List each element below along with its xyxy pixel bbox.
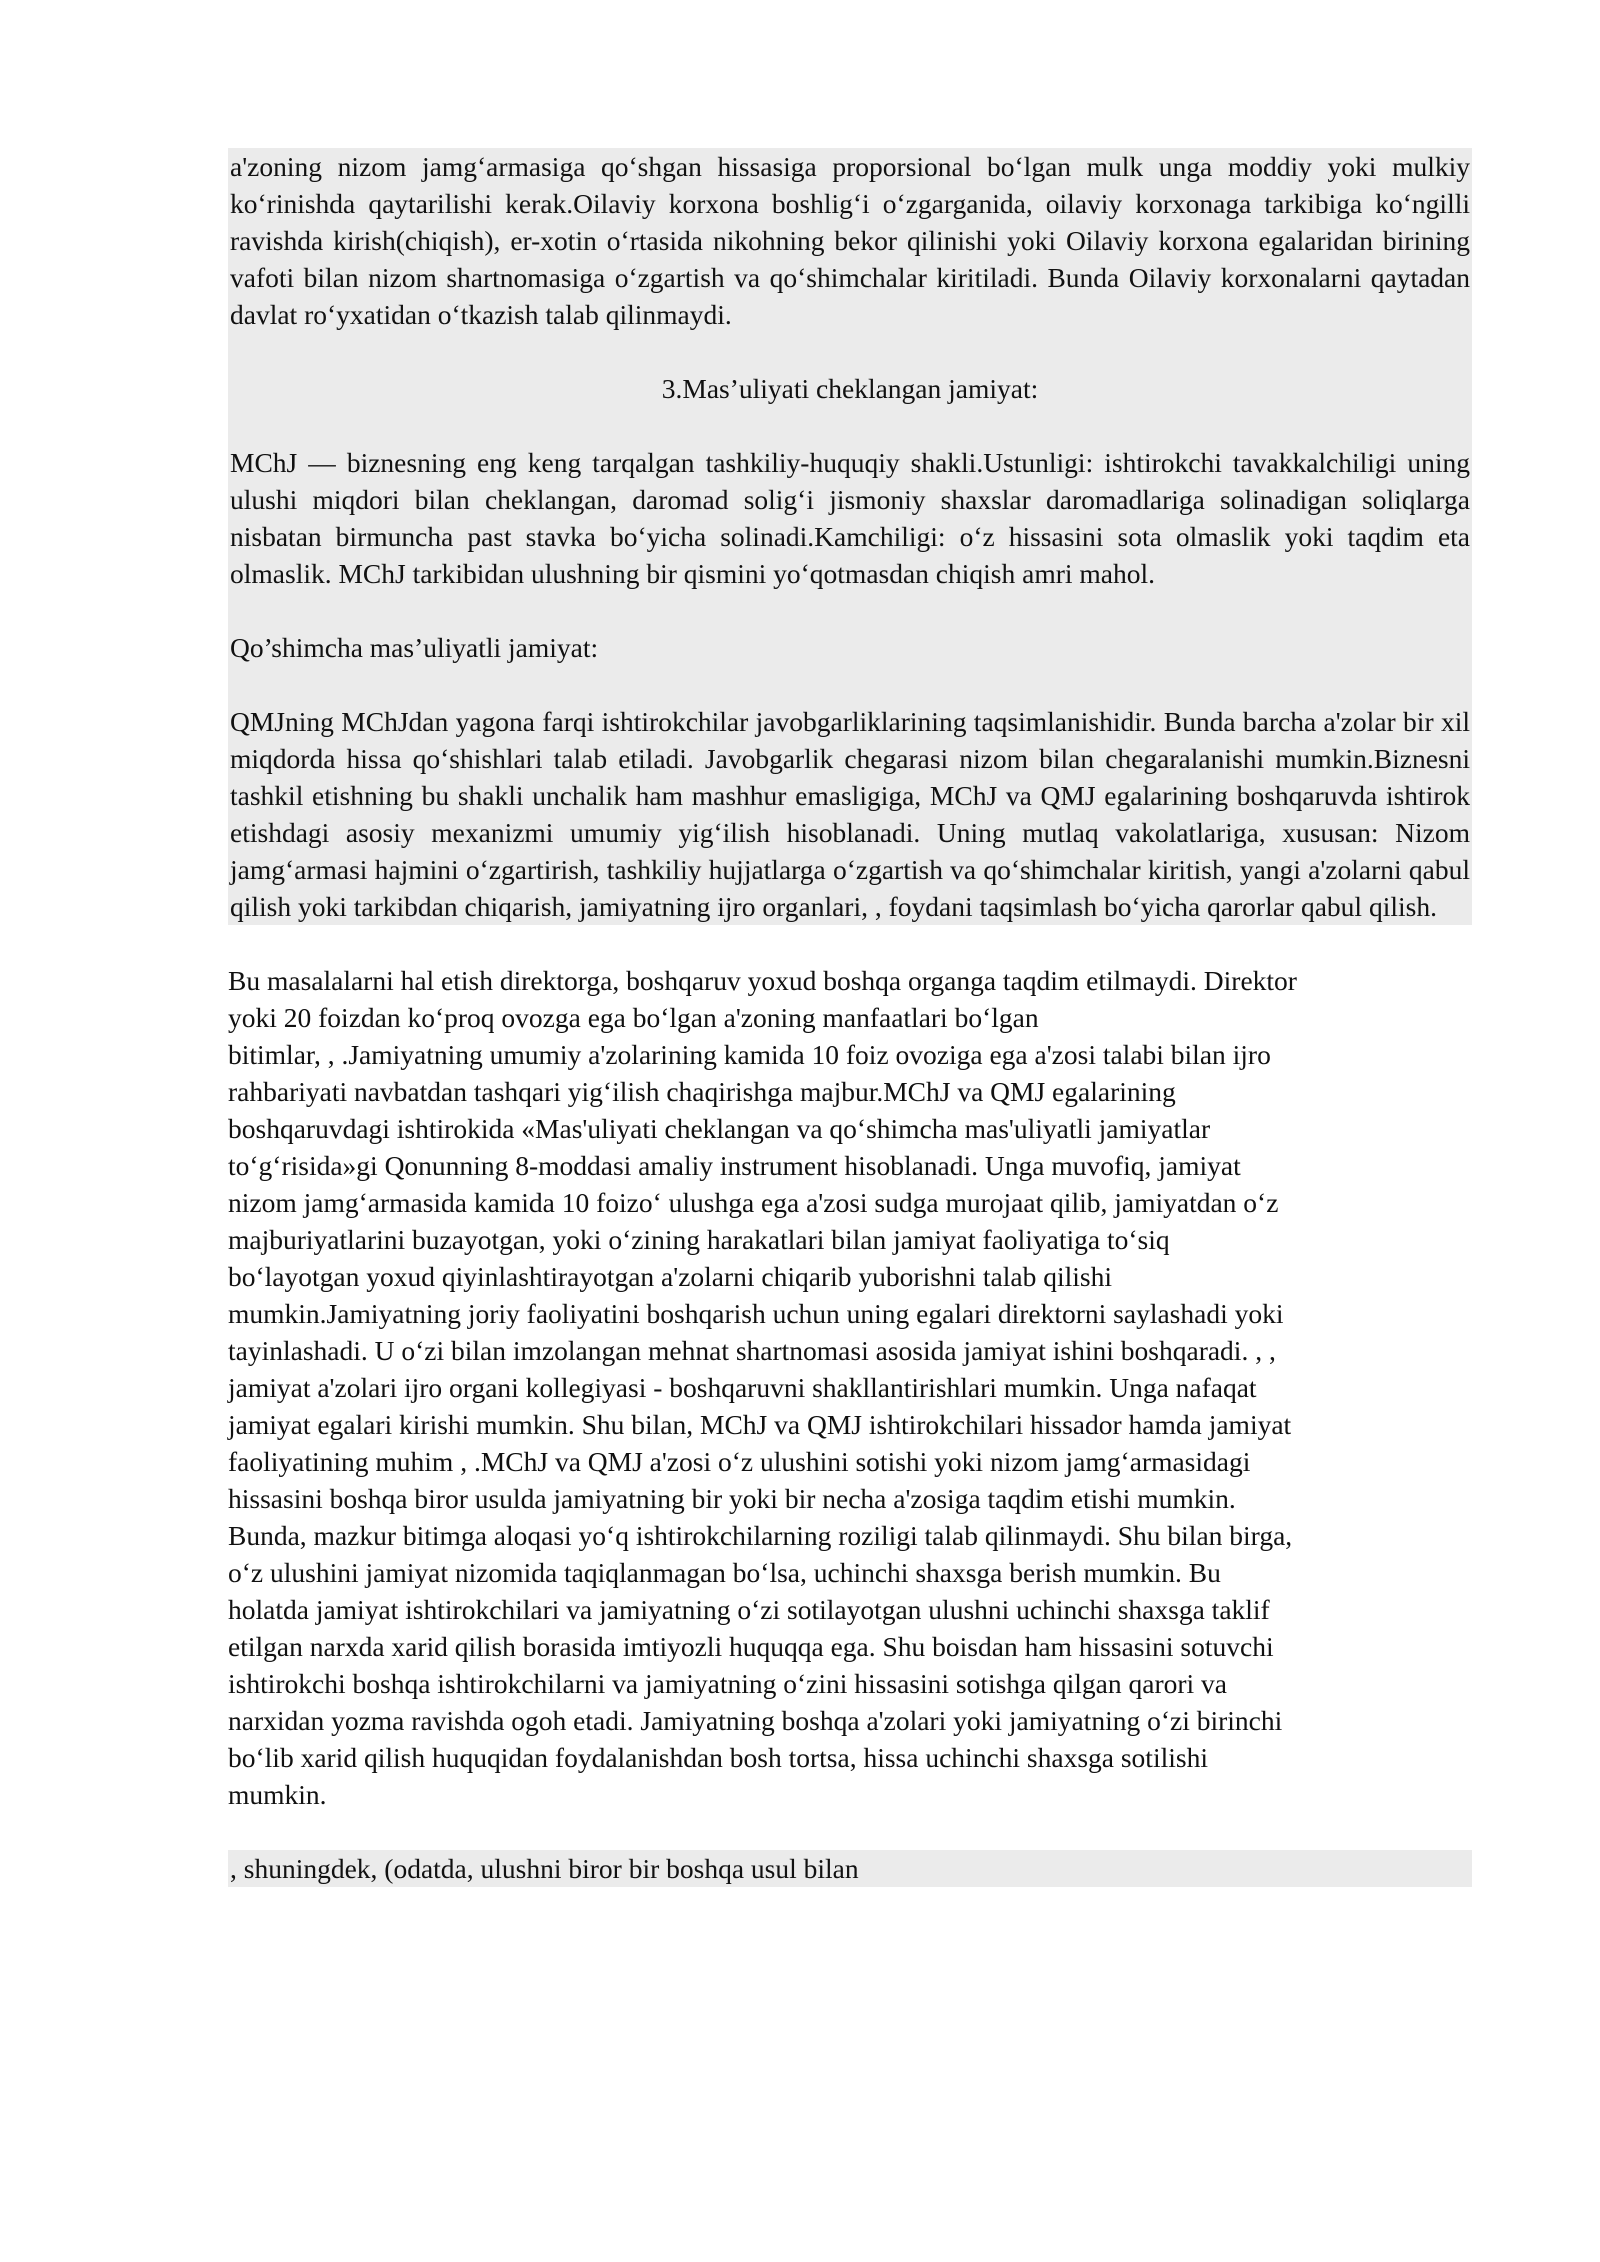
text-line: boshqaruvdagi ishtirokida «Mas'uliyati cheklangan va qo‘shimcha mas'uliyatli jamiyatlar: [228, 1113, 1211, 1144]
shaded-section-top: [228, 148, 1472, 925]
text-line: Bunda, mazkur bitimga aloqasi yo‘q ishtirokchilarning roziligi talab qilinmaydi. Shu bilan birga,: [228, 1520, 1293, 1551]
text-line: majburiyatlarini buzayotgan, yoki o‘zining harakatlari bilan jamiyat faoliyatiga to‘siq: [228, 1224, 1170, 1255]
text-line: mumkin.Jamiyatning joriy faoliyatini boshqarish uchun uning egalari direktorni saylashadi yoki: [228, 1298, 1284, 1329]
text-line: mumkin.: [228, 1779, 327, 1810]
text-line: nizom jamg‘armasida kamida 10 foizo‘ ulushga ega a'zosi sudga murojaat qilib, jamiyatdan o‘z: [228, 1187, 1279, 1218]
document-body: [228, 148, 1472, 1887]
text-line: rahbariyati navbatdan tashqari yig‘ilish chaqirishga majbur.MChJ va QMJ egalarining: [228, 1076, 1176, 1107]
section-heading-additional-liability: Qo’shimcha mas’uliyatli jamiyat:: [230, 632, 599, 663]
text-line: holatda jamiyat ishtirokchilari va jamiyatning o‘zi sotilayotgan ulushni uchinchi shaxsga taklif: [228, 1594, 1270, 1625]
blank-line: [228, 1813, 1472, 1850]
blank-line: [230, 592, 1470, 629]
shaded-section-bottom: [228, 1850, 1472, 1887]
text-line: faoliyatining muhim , .MChJ va QMJ a'zosi o‘z ulushini sotishi yoki nizom jamg‘armasidagi: [228, 1446, 1251, 1477]
text-line: Bu masalalarni hal etish direktorga, boshqaruv yoxud boshqa organga taqdim etilmaydi. Direktor: [228, 965, 1297, 996]
paragraph-management: [228, 962, 1472, 1813]
paragraph-additional-liability: QMJning MChJdan yagona farqi ishtirokchilar javobgarliklarining taqsimlanishidir. Bunda barcha a'zolar bir xil miqdorda hissa qo‘shishlari talab etiladi. Javobgarlik chegarasi nizom bilan chegaralanishi mumkin.Biznesni tashkil etishning bu shakli unchalik ham mashhur emasligiga, MChJ va QMJ egalarining boshqaruvda ishtirok etishdagi asosiy mexanizmi umumiy yig‘ilish hisoblanadi. Uning mutlaq vakolatlariga, xususan: Nizom jamg‘armasi hajmini o‘zgartirish, tashkiliy hujjatlarga o‘zgartish va qo‘shimchalar kiritish, yangi a'zolarni qabul qilish yoki tarkibdan chiqarish, jamiyatning ijro organlari, , foydani taqsimlash bo‘yicha qarorlar qabul qilish.: [230, 706, 1470, 922]
section-heading-llc: 3.Mas’uliyati cheklangan jamiyat:: [661, 373, 1039, 404]
text-line: etilgan narxda xarid qilish borasida imtiyozli huquqqa ega. Shu boisdan ham hissasini sotuvchi: [228, 1631, 1274, 1662]
text-line: bo‘lib xarid qilish huquqidan foydalanishdan bosh tortsa, hissa uchinchi shaxsga sotilishi: [228, 1742, 1208, 1773]
blank-line: [230, 333, 1470, 370]
blank-line: [228, 925, 1472, 962]
text-line: bo‘layotgan yoxud qiyinlashtirayotgan a'zolarni chiqarib yuborishni talab qilishi: [228, 1261, 1113, 1292]
paragraph-llc: MChJ — biznesning eng keng tarqalgan tashkiliy-huquqiy shakli.Ustunligi: ishtirokchi tavakkalchiligi uning ulushi miqdori bilan cheklangan, daromad solig‘i jismoniy shaxslar daromadlariga solinadigan soliqlarga nisbatan birmuncha past stavka bo‘yicha solinadi.Kamchiligi: o‘z hissasini sota olmaslik yoki taqdim eta olmaslik. MChJ tarkibidan ulushning bir qismini yo‘qotmasdan chiqish amri mahol.: [230, 447, 1470, 589]
text-line: to‘g‘risida»gi Qonunning 8-moddasi amaliy instrument hisoblanadi. Unga muvofiq, jamiyat: [228, 1150, 1241, 1181]
blank-line: [230, 407, 1470, 444]
paragraph-family-enterprise: a'zoning nizom jamg‘armasiga qo‘shgan hissasiga proporsional bo‘lgan mulk unga moddiy yoki mulkiy ko‘rinishda qaytarilishi kerak.Oilaviy korxona boshlig‘i o‘zgarganida, oilaviy korxonaga tarkibiga ko‘ngilli ravishda kirish(chiqish), er-xotin o‘rtasida nikohning bekor qilinishi yoki Oilaviy korxona egalaridan birining vafoti bilan nizom shartnomasiga o‘zgartish va qo‘shimchalar kiritiladi. Bunda Oilaviy korxonalarni qaytadan davlat ro‘yxatidan o‘tkazish talab qilinmaydi.: [230, 151, 1470, 330]
text-line: yoki 20 foizdan ko‘proq ovozga ega bo‘lgan a'zoning manfaatlari bo‘lgan: [228, 1002, 1039, 1033]
text-line: jamiyat a'zolari ijro organi kollegiyasi - boshqaruvni shakllantirishlari mumkin. Unga nafaqat: [228, 1372, 1257, 1403]
text-line: tayinlashadi. U o‘zi bilan imzolangan mehnat shartnomasi asosida jamiyat ishini boshqaradi. , ,: [228, 1335, 1276, 1366]
blank-line: [230, 666, 1470, 703]
text-line: narxidan yozma ravishda ogoh etadi. Jamiyatning boshqa a'zolari yoki jamiyatning o‘zi birinchi: [228, 1705, 1283, 1736]
text-line: ishtirokchi boshqa ishtirokchilarni va jamiyatning o‘zini hissasini sotishga qilgan qarori va: [228, 1668, 1227, 1699]
text-line: o‘z ulushini jamiyat nizomida taqiqlanmagan bo‘lsa, uchinchi shaxsga berish mumkin. Bu: [228, 1557, 1221, 1588]
text-line: hissasini boshqa biror usulda jamiyatning bir yoki bir necha a'zosiga taqdim etishi mumkin.: [228, 1483, 1236, 1514]
text-line: jamiyat egalari kirishi mumkin. Shu bilan, MChJ va QMJ ishtirokchilari hissador hamda jamiyat: [228, 1409, 1292, 1440]
paragraph-fragment: , shuningdek, (odatda, ulushni biror bir boshqa usul bilan: [230, 1853, 859, 1884]
text-line: bitimlar, , .Jamiyatning umumiy a'zolarining kamida 10 foiz ovoziga ega a'zosi talabi bilan ijro: [228, 1039, 1271, 1070]
